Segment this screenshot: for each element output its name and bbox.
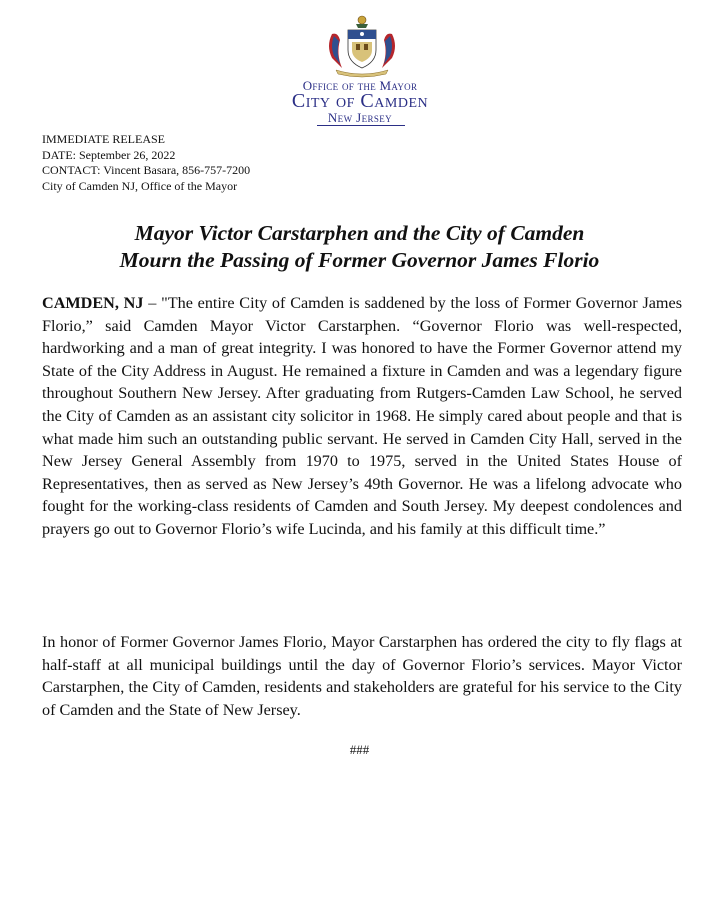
end-mark: ### [349,742,370,757]
release-date: DATE: September 26, 2022 [42,147,176,162]
release-contact: CONTACT: Vincent Basara, 856-757-7200 [42,163,251,178]
body-paragraph-1 [42,292,682,541]
letterhead-divider [317,125,405,126]
dateline: CAMDEN, NJ [42,294,144,312]
city-seal-icon [322,14,402,78]
release-type: IMMEDIATE RELEASE [42,132,165,146]
release-source: City of Camden NJ, Office of the Mayor [42,178,238,193]
letterhead-office: Office of the Mayor [302,78,418,93]
release-meta [42,132,250,194]
letterhead-city: City of Camden [291,90,429,112]
headline [30,220,689,274]
paragraph-1-text: – "The entire City of Camden is saddened by the loss of Former Governor James Florio,” said Camden Mayor Victor Carstarphen. “Governor Florio was well-respected, hardworking and a man of great integrity. I was honored to have the Former Governor attend my State of the City Address in August. He remained a fixture in Camden and was a legendary figure throughout Southern New Jersey. After graduating from Rutgers-Camden Law School, he served the City of Camden as an assistant city solicitor in 1968. He simply cared about people and that is what made him such an outstanding public servant. He served in Camden City Hall, served in the New Jersey General Assembly from 1970 to 1975, served in the United States House of Representatives, then as served as New Jersey’s 49th Governor. He was a lifelong advocate who fought for the working-class residents of Camden and South Jersey. My deepest condolences and prayers go out to Governor Florio’s wife Lucinda, and his family at this difficult time.” [42,294,683,538]
headline-line-1: Mayor Victor Carstarphen and the City of Camden [134,221,585,245]
headline-line-2: Mourn the Passing of Former Governor James Florio [119,248,600,272]
letterhead-state: New Jersey [327,110,393,125]
body-paragraph-2: In honor of Former Governor James Florio, Mayor Carstarphen has ordered the city to fly flags at half-staff at all municipal buildings until the day of Governor Florio’s services. Mayor Victor Carstarphen, the City of Camden, residents and stakeholders are grateful for his service to the City of Camden and the State of New Jersey. [42,633,682,719]
